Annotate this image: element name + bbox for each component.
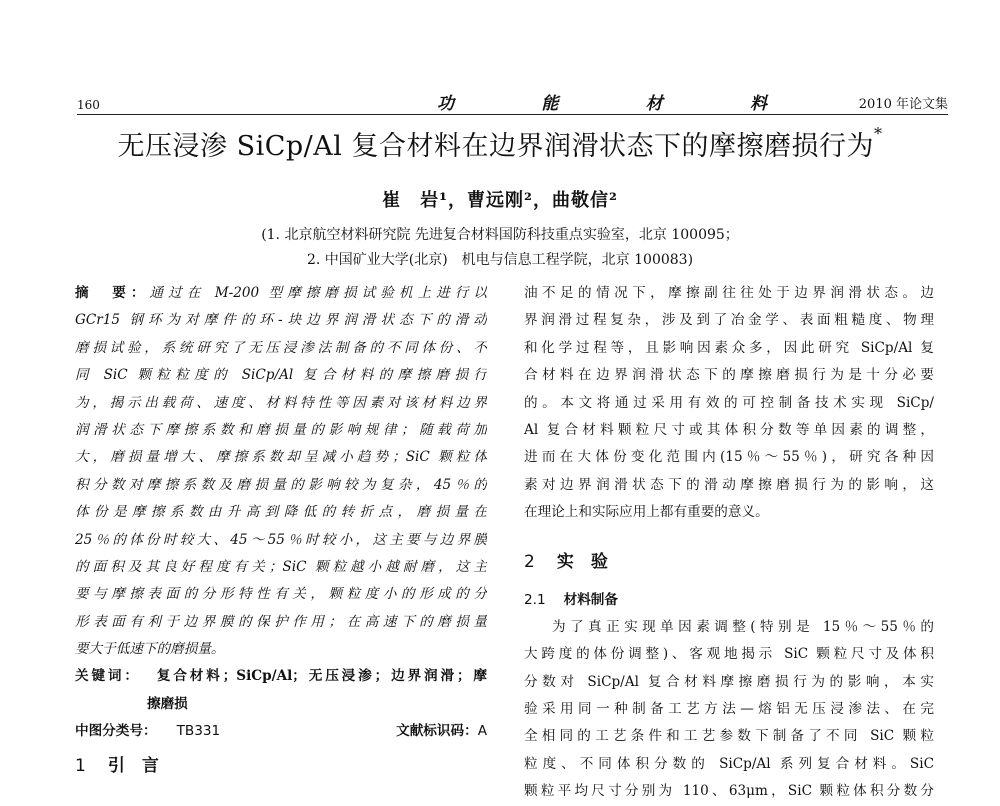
body-line: Al 复合材料颗粒尺寸或其体积分数等单因素的调整， bbox=[524, 421, 934, 438]
left-column bbox=[75, 280, 487, 786]
body-line: 和化学过程等，且影响因素众多，因此研究 SiCp/Al 复 bbox=[524, 339, 934, 356]
footnote-mark: * bbox=[873, 124, 883, 143]
abstract-line: 积分数对摩擦系数及磨损量的影响较为复杂，45％的 bbox=[75, 476, 487, 493]
doc-code-value: A bbox=[477, 723, 487, 740]
body-line: 素对边界润滑状态下的滑动摩擦磨损行为的影响，这 bbox=[524, 476, 934, 493]
body-line: 大跨度的体份调整)、客观地揭示 SiC 颗粒尺寸及体积 bbox=[524, 646, 934, 663]
proceedings-label: 2010 年论文集 bbox=[858, 97, 948, 112]
section-heading-experiment: 2 实 验 bbox=[524, 551, 608, 572]
authors: 崔 岩¹，曹远刚²，曲敬信² bbox=[382, 190, 618, 211]
abstract-line: 要大于低速下的磨损量。 bbox=[75, 641, 225, 658]
body-line: 进而在大体份变化范围内(15％～55％)，研究各种因 bbox=[524, 449, 934, 466]
abstract-line: 形表面有利于边界膜的保护作用；在高速下的磨损量 bbox=[75, 613, 487, 630]
keywords-continued: 擦磨损 bbox=[147, 695, 188, 712]
body-line: 全相同的工艺条件和工艺参数下制备了不同 SiC 颗粒 bbox=[524, 728, 934, 745]
section-heading-introduction: 1 引 言 bbox=[75, 755, 159, 776]
running-header bbox=[77, 92, 948, 115]
body-line: 验采用同一种制备工艺方法—熔铝无压浸渗法、在完 bbox=[524, 701, 934, 718]
abstract-line: 要与摩擦表面的分形特性有关，颗粒度小的形成的分 bbox=[75, 586, 487, 603]
journal-name bbox=[437, 89, 767, 114]
body-line: 的。本文将通过采用有效的可控制备技术实现 SiCp/ bbox=[524, 394, 934, 411]
body-line: 为了真正实现单因素调整(特别是 15％～55％的 bbox=[552, 618, 934, 635]
affiliation-1: (1. 北京航空材料研究院 先进复合材料国防科技重点实验室，北京 100095； bbox=[261, 227, 739, 243]
journal-char: 功 bbox=[437, 94, 454, 114]
classification-row bbox=[75, 718, 487, 745]
abstract-line: 润滑状态下摩擦系数和磨损量的影响规律；随载荷加 bbox=[75, 421, 487, 438]
page-number: 160 bbox=[77, 98, 100, 112]
body-line: 粒度、不同体积分数的 SiCp/Al 系列复合材料。SiC bbox=[524, 755, 934, 772]
journal-char: 料 bbox=[749, 94, 767, 114]
abstract-line: 的面积及其良好程度有关；SiC 颗粒越小越耐磨，这主 bbox=[75, 558, 487, 575]
clc-label: 中图分类号： bbox=[75, 723, 157, 740]
body-line: 合材料在边界润滑状态下的摩擦磨损行为是十分必要 bbox=[524, 367, 934, 384]
body-line: 油不足的情况下，摩擦副往往处于边界润滑状态。边 bbox=[524, 285, 934, 301]
abstract-line: 为，揭示出载荷、速度、材料特性等因素对该材料边界 bbox=[75, 394, 487, 411]
right-column bbox=[524, 280, 934, 806]
abstract-label: 摘 要： bbox=[75, 285, 150, 301]
affiliation-2: 2. 中国矿业大学(北京) 机电与信息工程学院，北京 100083) bbox=[306, 252, 694, 268]
doc-code-label: 文献标识码： bbox=[396, 723, 478, 740]
body-line: 颗粒平均尺寸分别为 110、63μm，SiC 颗粒体积分数分 bbox=[524, 783, 934, 800]
subsection-heading-material-preparation: 2.1 材料制备 bbox=[524, 591, 618, 608]
journal-char: 材 bbox=[645, 94, 663, 114]
keywords-label: 关键词： bbox=[75, 668, 141, 685]
abstract-line: 体份是摩擦系数由升高到降低的转折点，磨损量在 bbox=[75, 504, 487, 521]
abstract-line: GCr15 钢环为对摩件的环-块边界润滑状态下的滑动 bbox=[75, 312, 487, 329]
body-line: 界润滑过程复杂，涉及到了冶金学、表面粗糙度、物理 bbox=[524, 312, 934, 329]
body-line: 在理论上和实际应用上都有重要的意义。 bbox=[524, 504, 769, 521]
abstract-line: 磨损试验，系统研究了无压浸渗法制备的不同体份、不 bbox=[75, 339, 487, 356]
paper-title bbox=[0, 124, 1000, 163]
abstract-line: 大，磨损量增大、摩擦系数却呈减小趋势；SiC 颗粒体 bbox=[75, 449, 487, 466]
abstract-line: 摘 要：通过在 M-200 型摩擦磨损试验机上进行以 bbox=[75, 285, 487, 301]
abstract-line: 同 SiC 颗粒粒度的 SiCp/Al 复合材料的摩擦磨损行 bbox=[75, 367, 487, 384]
journal-char: 能 bbox=[541, 94, 559, 114]
keywords-line: 关键词： 复合材料；SiCp/Al；无压浸渗；边界润滑；摩 bbox=[75, 668, 487, 685]
abstract-line: 25％的体份时较大、45～55％时较小，这主要与边界膜 bbox=[75, 531, 487, 548]
body-line: 分数对 SiCp/Al 复合材料摩擦磨损行为的影响，本实 bbox=[524, 673, 934, 690]
clc-value: TB331 bbox=[176, 723, 221, 740]
title-text: 无压浸渗 SiCp/Al 复合材料在边界润滑状态下的摩擦磨损行为 bbox=[117, 131, 874, 162]
